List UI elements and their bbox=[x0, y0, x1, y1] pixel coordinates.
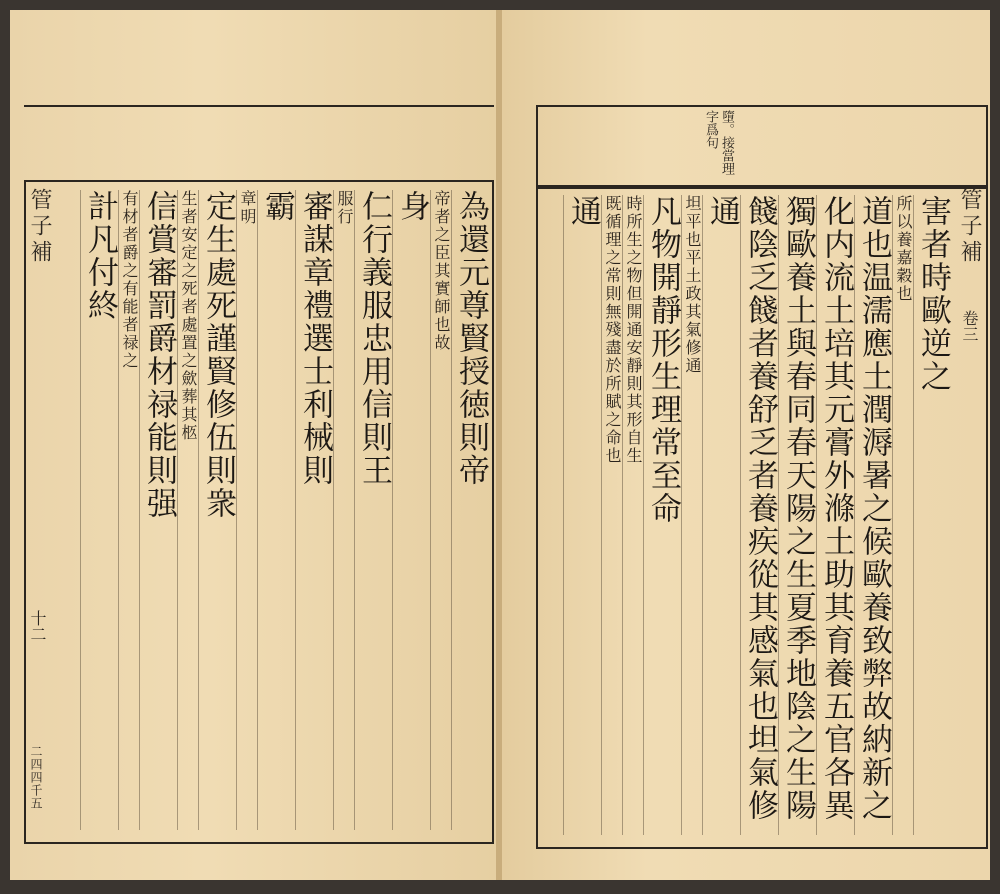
right-text-column: 餞陰乏餞者養舒乏者養疾從其感氣也坦氣修 bbox=[742, 195, 778, 822]
right-text-column: 時所生之物但開通安靜則其形自生 bbox=[624, 195, 643, 465]
left-text-column: 生者安定之死者處置之歛葬其柩 bbox=[179, 190, 198, 442]
right-text-column: 所以養嘉穀也 bbox=[894, 195, 913, 303]
right-text-column: 坦平也平土政其氣修通 bbox=[683, 195, 702, 375]
right-text-column: 獨歐養土與春同春天陽之生夏季地陰之生陽 bbox=[780, 195, 816, 822]
left-text-column-rule bbox=[80, 190, 81, 830]
left-text-column: 有材者爵之有能者禄之 bbox=[120, 190, 139, 370]
right-text-column-rule bbox=[913, 195, 914, 835]
left-text-column: 霸 bbox=[259, 190, 295, 223]
left-text-column: 仁行義服忠用信則王 bbox=[356, 190, 392, 487]
right-text-column: 通 bbox=[565, 195, 601, 228]
right-text-column-rule bbox=[563, 195, 564, 835]
left-text-column: 章明 bbox=[238, 190, 257, 226]
left-text-column: 服行 bbox=[335, 190, 354, 226]
left-text-column: 帝者之臣其實師也故 bbox=[432, 190, 451, 352]
right-text-column: 害者時歐逆之 bbox=[915, 195, 951, 393]
left-text-column-rule bbox=[139, 190, 140, 830]
right-text-column: 既循理之常則無殘盡於所賦之命也 bbox=[603, 195, 622, 465]
right-text-column: 通 bbox=[704, 195, 740, 228]
left-margin-title: 管子補 bbox=[27, 188, 52, 266]
right-margin-title: 管子補 bbox=[957, 188, 982, 266]
right-text-column-rule bbox=[702, 195, 703, 835]
right-text-column: 道也温濡應土潤溽暑之候歐養致弊故納新之 bbox=[856, 195, 892, 822]
left-margin-page: 十二 bbox=[28, 610, 47, 642]
right-columns bbox=[542, 195, 952, 835]
left-text-column: 信賞審罰爵材禄能則强 bbox=[141, 190, 177, 520]
left-text-column-rule bbox=[257, 190, 258, 830]
left-text-column-rule bbox=[354, 190, 355, 830]
right-page bbox=[502, 10, 990, 880]
left-text-column: 定生處死謹賢修伍則衆 bbox=[200, 190, 236, 520]
left-columns bbox=[50, 190, 490, 830]
left-top-rule bbox=[24, 105, 494, 107]
right-text-column-rule bbox=[643, 195, 644, 835]
left-text-column: 為還元尊賢授徳則帝 bbox=[453, 190, 489, 487]
left-text-column: 身 bbox=[394, 190, 430, 223]
left-text-column-rule bbox=[451, 190, 452, 830]
right-head-box bbox=[536, 105, 988, 189]
right-text-column: 凡物開靜形生理常至命 bbox=[645, 195, 681, 525]
left-footer-note: 二四四千五 bbox=[29, 745, 43, 810]
left-text-column-rule bbox=[198, 190, 199, 830]
book-spread bbox=[10, 10, 990, 880]
left-page bbox=[10, 10, 498, 880]
right-margin-chapter: 卷三 bbox=[960, 310, 979, 342]
left-text-column: 計凡付終 bbox=[82, 190, 118, 322]
right-text-column: 化内流土培其元膏外滌土助其育養五官各異 bbox=[818, 195, 854, 822]
right-head-note: 墮。接當理字爲句 bbox=[703, 110, 734, 175]
right-text-column-rule bbox=[622, 195, 623, 835]
left-text-column: 審謀章禮選士利械則 bbox=[297, 190, 333, 487]
